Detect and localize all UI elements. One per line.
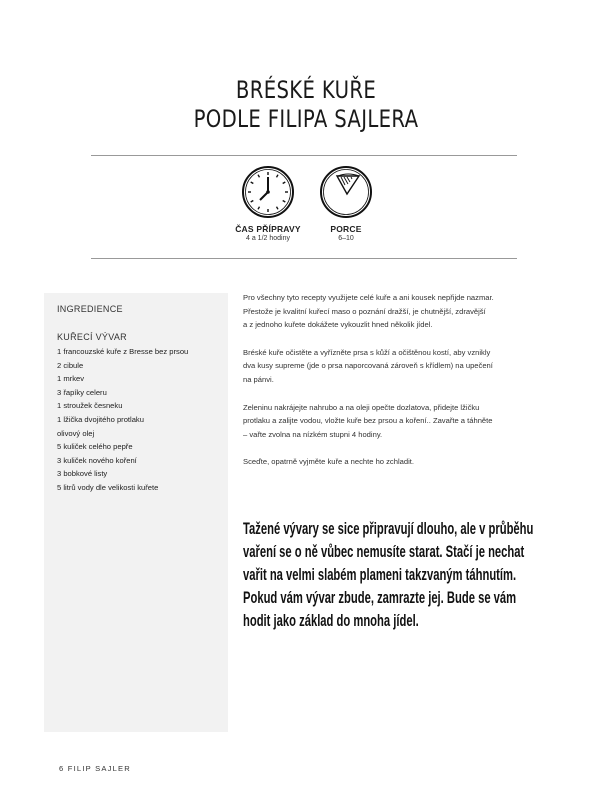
footer-author: FILIP SAJLER: [67, 764, 131, 773]
recipe-title-line-1: BRÉSKÉ KUŘE: [235, 76, 377, 104]
ingredient-item: 3 bobkové listy: [57, 469, 108, 479]
recipe-title: [55, 76, 557, 134]
ingredients-subheading: KUŘECÍ VÝVAR: [57, 332, 127, 342]
ingredient-item: 5 litrů vody dle velikosti kuřete: [57, 482, 159, 492]
servings: [291, 224, 401, 242]
method-line: Přestože je kvalitní kuřecí maso o poznání dražší, je chutnější, zdravější: [243, 306, 486, 316]
ingredients-list: [57, 345, 225, 495]
top-divider: [91, 155, 517, 156]
prep-time-label: ČAS PŘÍPRAVY: [235, 224, 301, 234]
page-number: 6: [59, 764, 65, 773]
page-footer: [59, 764, 131, 773]
ingredient-item: 1 lžička dvojitého protlaku: [57, 414, 144, 424]
ingredient-item: 1 stroužek česneku: [57, 401, 123, 411]
method-line: dva kusy supreme (jde o prsa naporcovaná zároveň s křídlem) na upečení: [243, 361, 493, 371]
ingredient-item: 3 řapíky celeru: [57, 387, 107, 397]
ingredient-item: 3 kuliček nového koření: [57, 455, 137, 465]
method-paragraph-3: [243, 401, 573, 442]
method-paragraph-2: [243, 346, 573, 387]
servings-label: PORCE: [330, 224, 362, 234]
method-paragraph-1: [243, 291, 573, 332]
method-paragraph-4: [243, 455, 573, 469]
clock-icon: [239, 164, 297, 220]
method-text: [243, 291, 573, 483]
ingredients-heading: INGREDIENCE: [57, 304, 123, 314]
method-line: – vařte zvolna na nízkém stupni 4 hodiny.: [243, 429, 383, 439]
ingredient-item: 1 francouzské kuře z Bresse bez prsou: [57, 347, 189, 356]
ingredient-item: 2 cibule: [57, 360, 84, 370]
method-line: Pro všechny tyto recepty využijete celé kuře a ani kousek nepřijde nazmar.: [243, 293, 494, 302]
bottom-divider: [91, 258, 517, 259]
recipe-title-line-2: PODLE FILIPA SAJLERA: [193, 105, 419, 133]
method-line: Sceďte, opatrně vyjměte kuře a nechte ho zchladit.: [243, 457, 414, 467]
servings-value: 6–10: [338, 235, 354, 242]
method-line: a z jednoho kuřete dokážete vykouzlit hned několik jídel.: [243, 320, 433, 330]
pull-quote-line: hodit jako základ do mnoha jídel.: [243, 611, 419, 630]
pull-quote: [243, 517, 586, 632]
method-line: Zeleninu nakrájejte nahrubo a na oleji opečte dozlatova, přidejte lžičku: [243, 402, 480, 412]
plate-icon: [317, 164, 375, 220]
method-line: Bréské kuře očistěte a vyřízněte prsa s kůží a očištěnou kostí, aby vznikly: [243, 347, 491, 357]
pull-quote-line: Tažené vývary se sice připravují dlouho, ale v průběhu: [243, 519, 534, 538]
ingredient-item: 5 kuliček celého pepře: [57, 442, 133, 452]
prep-time-value: 4 a 1/2 hodiny: [246, 235, 290, 242]
method-line: protlaku a zalijte vodou, vložte kuře bez prsou a koření.. Zavařte a táhněte: [243, 416, 493, 426]
pull-quote-line: Pokud vám vývar zbude, zamrazte jej. Bude se vám: [243, 588, 517, 607]
pull-quote-line: vařit na velmi slabém plameni takzvaným táhnutím.: [243, 565, 517, 584]
method-line: na pánvi.: [243, 374, 274, 384]
pull-quote-line: vaření se o ně vůbec nemusíte starat. Stačí je nechat: [243, 542, 525, 561]
ingredient-item: olivový olej: [57, 428, 95, 438]
ingredient-item: 1 mrkev: [57, 374, 85, 384]
